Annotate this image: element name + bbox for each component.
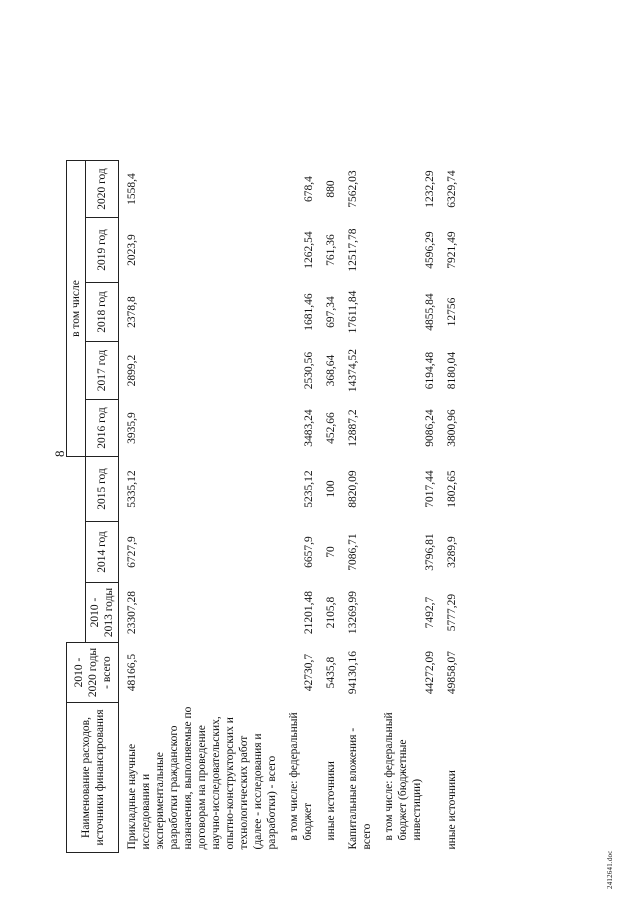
row-value: 7492,7 — [424, 596, 437, 629]
row-value: 14374,52 — [347, 348, 360, 393]
row-value: 4596,29 — [424, 231, 437, 269]
header-year: 2019 год — [86, 218, 119, 283]
row-value: 3796,81 — [424, 533, 437, 571]
row-value: 7921,49 — [446, 231, 459, 269]
row-total: 48166,5 — [126, 653, 139, 692]
row-value: 6329,74 — [446, 170, 459, 208]
table-row — [318, 161, 340, 853]
row-value: 5235,12 — [303, 470, 316, 508]
row-value: 2378,8 — [126, 296, 139, 328]
row-value: 12756 — [446, 297, 459, 327]
row-value: 5335,12 — [126, 470, 139, 508]
row-value: 17611,84 — [347, 290, 360, 334]
header-year: 2016 год — [86, 400, 119, 457]
row-value: 13269,99 — [347, 590, 360, 635]
table-row — [376, 161, 439, 853]
row-total: 44272,09 — [424, 650, 437, 695]
table-row — [119, 161, 282, 853]
row-value: 7562,03 — [347, 170, 360, 208]
row-name: в том числе: федеральный бюджет — [288, 712, 315, 841]
header-year: 2015 год — [86, 457, 119, 522]
header-year: 2014 год — [86, 522, 119, 583]
row-value: 452,66 — [325, 412, 338, 444]
row-value: 368,64 — [325, 354, 338, 387]
row-value: 9086,24 — [424, 409, 437, 447]
header-year: 2010 - 2013 годы — [86, 583, 119, 643]
header-name-col: Наименование расходов, источники финансирования — [67, 703, 119, 853]
row-name: в том числе: федеральный бюджет (бюджетные инвестиции) — [383, 712, 424, 841]
header-year: 2018 год — [86, 283, 119, 342]
row-value: 1232,29 — [424, 170, 437, 208]
header-group-label: в том числе — [67, 161, 86, 457]
row-value: 6194,48 — [424, 351, 437, 390]
row-value: 100 — [325, 480, 338, 498]
row-value: 2530,56 — [303, 351, 316, 390]
row-value: 697,34 — [325, 296, 338, 328]
row-value: 3483,24 — [303, 409, 316, 447]
page-number: 8 — [52, 450, 67, 457]
row-total: 49858,07 — [446, 650, 459, 695]
row-name: иные источники — [325, 761, 338, 841]
row-value: 1681,46 — [303, 293, 316, 331]
row-value: 8180,04 — [446, 351, 459, 390]
row-value: 2023,9 — [126, 234, 139, 266]
row-total: 42730,7 — [303, 653, 316, 692]
row-value: 3289,9 — [446, 536, 459, 568]
row-value: 5777,29 — [446, 593, 459, 632]
row-value: 1558,4 — [126, 173, 139, 205]
row-value: 8820,09 — [347, 470, 360, 508]
header-row-top — [67, 161, 86, 853]
row-name: Прикладные научные исследования и экспериментальные разработки гражданского назначения, выполняемые по договорам на проведение научно-исследовательских, опытно-конструкторских и технологических работ (далее - исследования и разработки) - всего — [126, 706, 279, 850]
row-value: 1802,65 — [446, 470, 459, 508]
row-value: 21201,48 — [303, 590, 316, 635]
table-row — [281, 161, 318, 853]
row-value: 7017,44 — [424, 470, 437, 508]
row-value: 23307,28 — [126, 590, 139, 635]
row-name: иные источники — [446, 770, 459, 850]
row-total: 5435,8 — [325, 656, 338, 689]
row-value: 70 — [325, 546, 338, 558]
financing-table — [66, 160, 461, 853]
row-value: 2105,8 — [325, 596, 338, 629]
header-total-col: 2010 - 2020 годы - всего — [67, 643, 119, 703]
row-value: 12517,78 — [347, 228, 360, 272]
row-value: 2899,2 — [126, 354, 139, 387]
header-year: 2017 год — [86, 342, 119, 400]
row-value: 7086,71 — [347, 533, 360, 571]
row-value: 6727,9 — [126, 536, 139, 568]
row-value: 6657,9 — [303, 536, 316, 568]
table-row — [439, 161, 461, 853]
row-value: 12887,2 — [347, 409, 360, 447]
row-name: Капитальные вложения - всего — [347, 727, 374, 850]
row-value: 4855,84 — [424, 293, 437, 331]
row-value: 761,36 — [325, 234, 338, 266]
row-value: 3935,9 — [126, 412, 139, 444]
table-row — [340, 161, 376, 853]
row-total: 94130,16 — [347, 650, 360, 695]
row-value: 3800,96 — [446, 409, 459, 447]
header-year: 2020 год — [86, 161, 119, 218]
row-value: 880 — [325, 180, 338, 198]
header-blank — [67, 457, 86, 643]
row-value: 678,4 — [303, 176, 316, 202]
row-value: 1262,54 — [303, 231, 316, 269]
doc-code: 2412641.doc — [606, 850, 614, 889]
